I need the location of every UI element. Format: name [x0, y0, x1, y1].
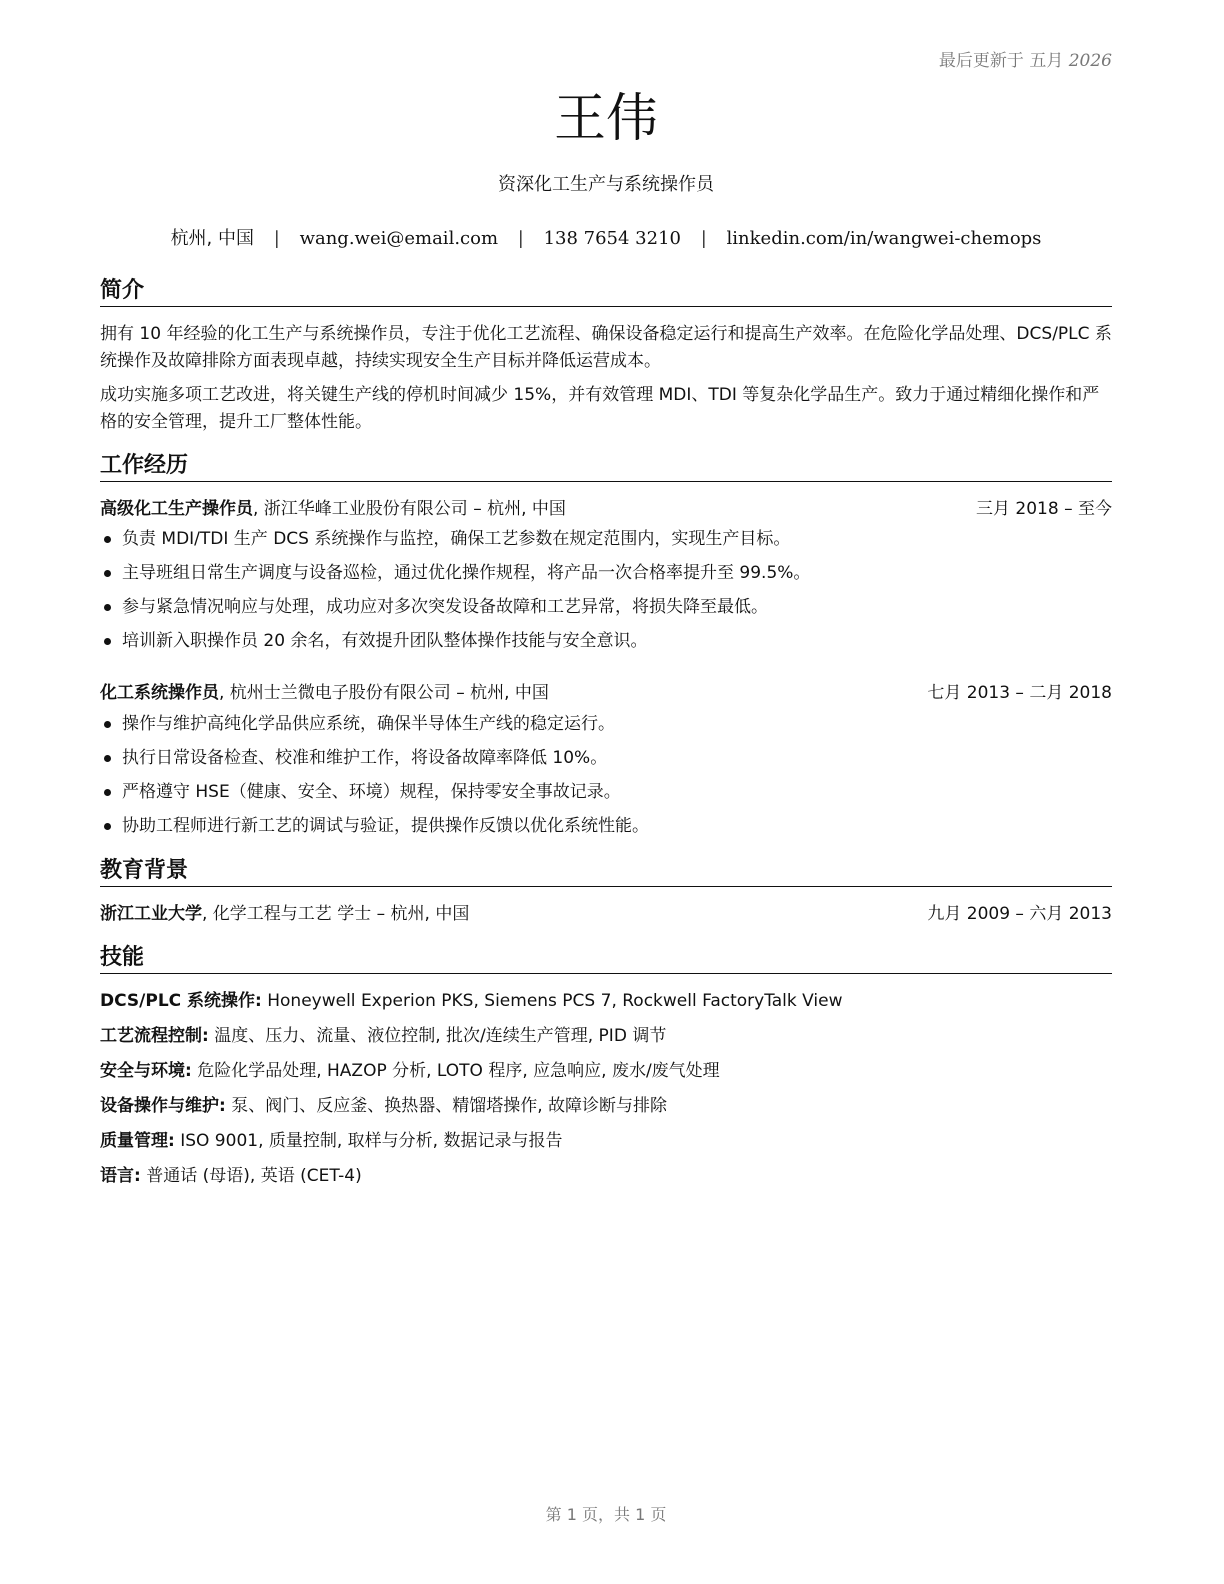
job-dates: 七月 2013 – 二月 2018: [927, 683, 1112, 703]
skill-value: ISO 9001, 质量控制, 取样与分析, 数据记录与报告: [174, 1131, 563, 1151]
list-item: 培训新入职操作员 20 余名，有效提升团队整体操作技能与安全意识。: [100, 628, 1112, 662]
candidate-title: 资深化工生产与系统操作员: [498, 174, 714, 195]
skill-row: [100, 1093, 1112, 1128]
job-bullets: [100, 711, 1112, 847]
list-item: 参与紧急情况响应与处理，成功应对多次突发设备故障和工艺异常，将损失降至最低。: [100, 594, 1112, 628]
resume-page: [100, 0, 1112, 1584]
list-item: 负责 MDI/TDI 生产 DCS 系统操作与监控，确保工艺参数在规定范围内，实现生产目标。: [100, 526, 1112, 560]
skill-row: [100, 1128, 1112, 1163]
last-updated-year: 2026: [1068, 51, 1112, 71]
skill-label: 质量管理:: [100, 1131, 175, 1151]
job-bullets: [100, 526, 1112, 662]
last-updated: [939, 46, 1112, 71]
skill-value: 普通话 (母语), 英语 (CET-4): [140, 1166, 362, 1186]
education-entry: [100, 901, 1112, 927]
skill-value: 温度、压力、流量、液位控制, 批次/连续生产管理, PID 调节: [208, 1026, 667, 1046]
list-item: 协助工程师进行新工艺的调试与验证，提供操作反馈以优化系统性能。: [100, 813, 1112, 847]
contact-separator: |: [517, 228, 524, 249]
skill-label: 设备操作与维护:: [100, 1096, 226, 1116]
last-updated-label: 最后更新于 五月: [938, 51, 1064, 71]
skill-row: [100, 1058, 1112, 1093]
summary-paragraph: 拥有 10 年经验的化工生产与系统操作员，专注于优化工艺流程、确保设备稳定运行和提高生产效率。在危险化学品处理、DCS/PLC 系统操作及故障排除方面表现卓越，持续实现安全生产目标并降低运营成本。: [100, 324, 1112, 371]
skill-row: [100, 1163, 1112, 1198]
contact-separator: |: [273, 228, 280, 249]
skill-label: 工艺流程控制:: [100, 1026, 209, 1046]
list-item: 主导班组日常生产调度与设备巡检，通过优化操作规程，将产品一次合格率提升至 99.5%。: [100, 560, 1112, 594]
job-header: [100, 680, 1112, 706]
job-role: 高级化工生产操作员: [100, 499, 253, 519]
candidate-name: 王伟: [553, 89, 658, 149]
contact-email[interactable]: wang.wei@email.com: [299, 228, 499, 249]
page-number: 第 1 页，共 1 页: [545, 1505, 667, 1524]
section-heading-summary: 简介: [100, 276, 1112, 307]
summary-paragraph: 成功实施多项工艺改进，将关键生产线的停机时间减少 15%，并有效管理 MDI、TDI 等复杂化学品生产。致力于通过精细化操作和严格的安全管理，提升工厂整体性能。: [100, 385, 1100, 432]
job-role: 化工系统操作员: [100, 683, 219, 703]
list-item: 严格遵守 HSE（健康、安全、环境）规程，保持零安全事故记录。: [100, 779, 1112, 813]
education-school: 浙江工业大学: [100, 904, 202, 924]
section-heading-skills: 技能: [100, 943, 1112, 974]
skills-list: [100, 988, 1112, 1198]
contact-linkedin[interactable]: linkedin.com/in/wangwei-chemops: [726, 228, 1042, 249]
contact-separator: |: [700, 228, 707, 249]
skill-value: 泵、阀门、反应釜、换热器、精馏塔操作, 故障诊断与排除: [225, 1096, 668, 1116]
job-dates: 三月 2018 – 至今: [976, 499, 1112, 519]
job-company: , 浙江华峰工业股份有限公司 – 杭州, 中国: [253, 499, 566, 519]
list-item: 执行日常设备检查、校准和维护工作，将设备故障率降低 10%。: [100, 745, 1112, 779]
contact-phone: 138 7654 3210: [543, 228, 681, 249]
skill-row: [100, 1023, 1112, 1058]
job-header: [100, 496, 1112, 522]
contact-line: [100, 224, 1112, 250]
job-company: , 杭州士兰微电子股份有限公司 – 杭州, 中国: [219, 683, 549, 703]
section-heading-education: 教育背景: [100, 856, 1112, 887]
skill-value: Honeywell Experion PKS, Siemens PCS 7, Rockwell FactoryTalk View: [261, 991, 843, 1011]
skill-label: 语言:: [100, 1166, 141, 1186]
education-detail: , 化学工程与工艺 学士 – 杭州, 中国: [202, 904, 470, 924]
education-dates: 九月 2009 – 六月 2013: [927, 904, 1112, 924]
skill-label: DCS/PLC 系统操作:: [100, 991, 262, 1011]
skill-row: [100, 988, 1112, 1023]
skill-value: 危险化学品处理, HAZOP 分析, LOTO 程序, 应急响应, 废水/废气处理: [191, 1061, 720, 1081]
skill-label: 安全与环境:: [100, 1061, 192, 1081]
contact-location: 杭州, 中国: [170, 228, 255, 249]
list-item: 操作与维护高纯化学品供应系统，确保半导体生产线的稳定运行。: [100, 711, 1112, 745]
section-heading-experience: 工作经历: [100, 451, 1112, 482]
